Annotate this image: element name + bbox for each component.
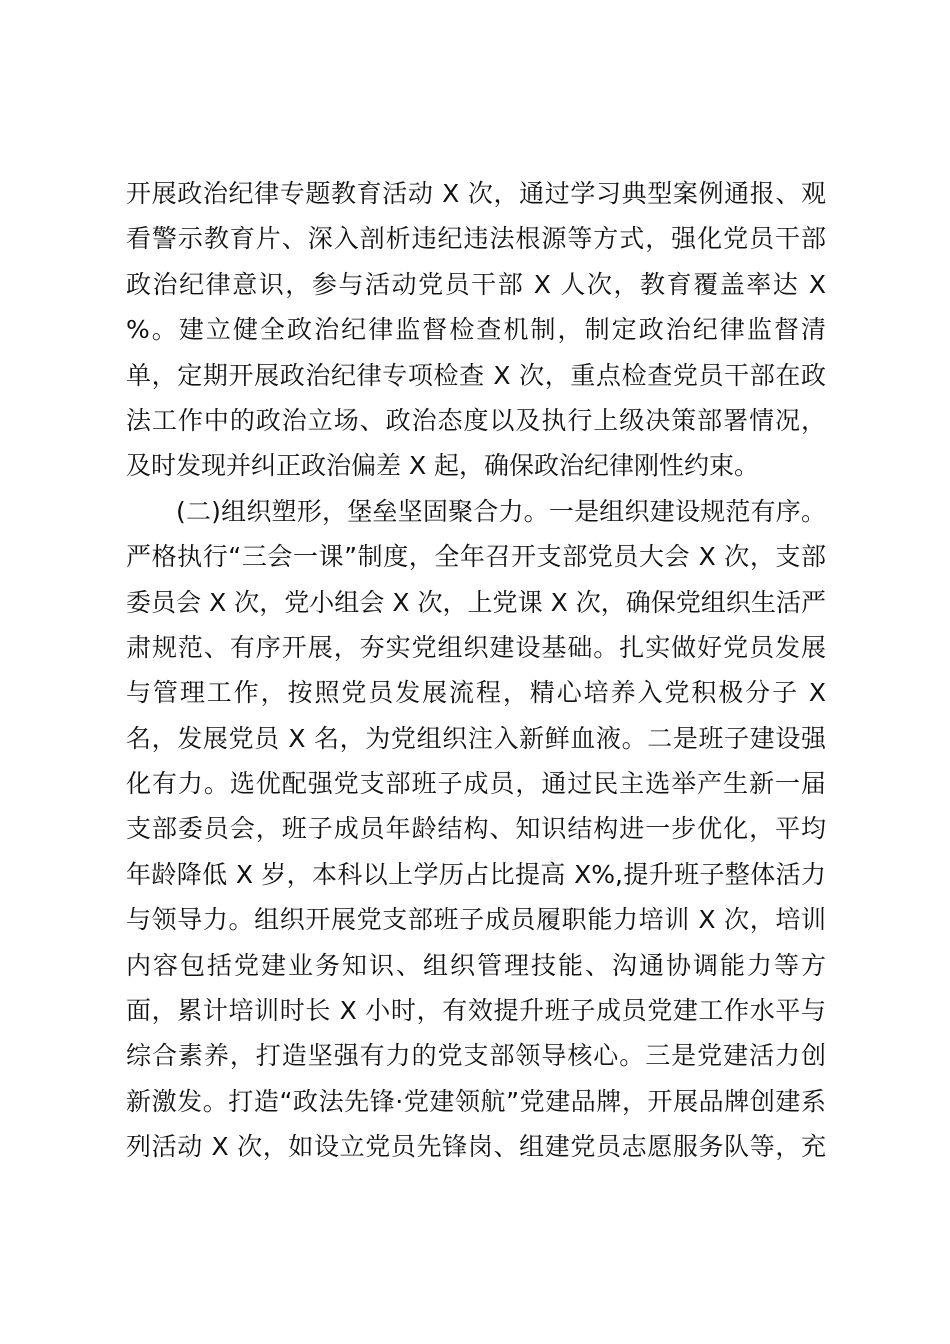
text-line: 开展政治纪律专题教育活动 X 次，通过学习典型案例通报、观 [126,179,826,208]
text-line: 列活动 X 次，如设立党员先锋岗、组建党员志愿服务队等，充 [126,1132,826,1162]
document-body [126,171,826,1170]
text-line: 严格执行“三会一课”制度，全年召开支部党员大会 X 次，支部 [126,542,826,572]
text-line: 新激发。打造“政法先锋·党建领航”党建品牌，开展品牌创建系 [126,1086,826,1116]
text-line: 看警示教育片、深入剖析违纪违法根源等方式，强化党员干部 [126,224,826,254]
paragraph-organization-building [126,489,826,1170]
text-line: 政治纪律意识，参与活动党员干部 X 人次，教育覆盖率达 X [126,269,826,299]
text-line: 名，发展党员 X 名，为党组织注入新鲜血液。二是班子建设强 [126,723,826,753]
text-line: %。建立健全政治纪律监督检查机制，制定政治纪律监督清 [126,315,826,345]
text-line: 委员会 X 次，党小组会 X 次，上党课 X 次，确保党组织生活严 [126,587,826,617]
text-line: 面，累计培训时长 X 小时，有效提升班子成员党建工作水平与 [126,996,826,1026]
paragraph-political-discipline [126,171,826,489]
text-line: 及时发现并纠正政治偏差 X 起，确保政治纪律刚性约束。 [126,451,760,481]
text-line: 与管理工作，按照党员发展流程，精心培养入党积极分子 X [126,678,826,708]
text-line: 年龄降低 X 岁，本科以上学历占比提高 X%,提升班子整体活力 [126,859,826,889]
text-line: 综合素养，打造坚强有力的党支部领导核心。三是党建活力创 [126,1041,826,1071]
text-line: 法工作中的政治立场、政治态度以及执行上级决策部署情况， [126,405,826,435]
text-line: 单，定期开展政治纪律专项检查 X 次，重点检查党员干部在政 [126,360,826,390]
text-line: 支部委员会，班子成员年龄结构、知识结构进一步优化，平均 [126,814,826,844]
text-line: 化有力。选优配强党支部班子成员，通过民主选举产生新一届 [126,769,826,799]
text-line: 肃规范、有序开展，夯实党组织建设基础。扎实做好党员发展 [126,632,826,662]
section-heading-line: (二)组织塑形，堡垒坚固聚合力。一是组织建设规范有序。 [176,496,826,526]
text-line: 内容包括党建业务知识、组织管理技能、沟通协调能力等方 [126,950,826,980]
text-line: 与领导力。组织开展党支部班子成员履职能力培训 X 次，培训 [126,905,826,935]
